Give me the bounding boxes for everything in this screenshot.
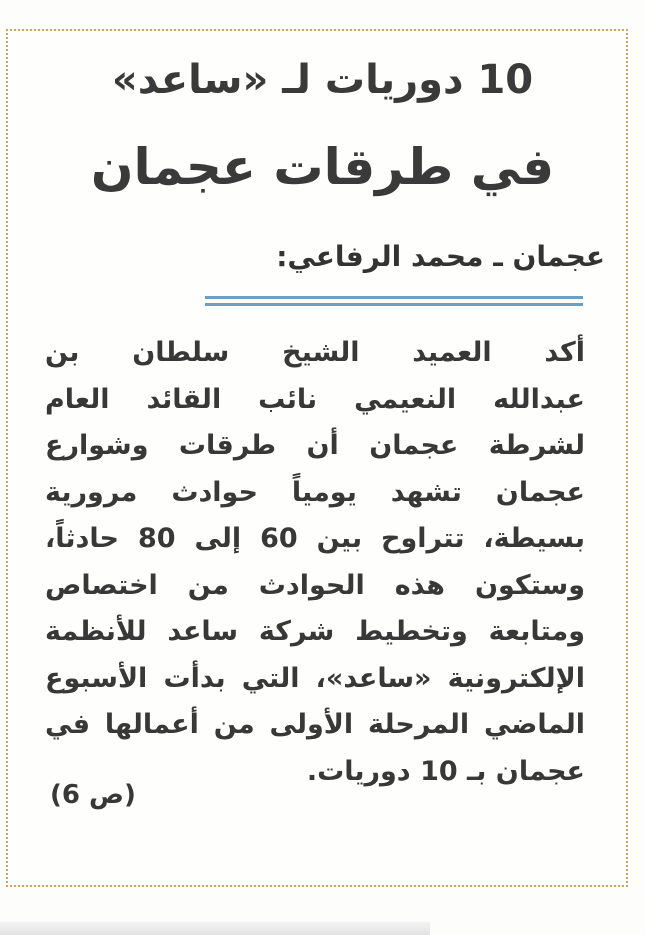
body-line: وستكون هذه الحوادث من اختصاص <box>45 569 585 601</box>
scan-edge <box>0 922 430 935</box>
body-line: ومتابعة وتخطيط شركة ساعد للأنظمة <box>45 616 585 647</box>
body-line: الماضي المرحلة الأولى من أعمالها في <box>45 709 585 740</box>
divider-rule <box>205 303 583 306</box>
body-line: عبدالله النعيمي نائب القائد العام <box>45 383 585 415</box>
body-line: بسيطة، تتراوح بين 60 إلى 80 حادثاً، <box>45 523 585 554</box>
article-body <box>45 330 585 795</box>
body-line: عجمان تشهد يومياً حوادث مرورية <box>45 476 585 508</box>
headline-line-2: في طرقات عجمان <box>90 138 555 196</box>
body-line: لشرطة عجمان أن طرقات وشوارع <box>45 430 585 461</box>
byline: عجمان ـ محمد الرفاعي: <box>276 240 605 273</box>
body-line-last: عجمان بـ 10 دوريات. <box>306 755 585 787</box>
divider-rule <box>205 296 583 299</box>
body-line: أكد العميد الشيخ سلطان بن <box>45 337 585 368</box>
page-reference: (ص 6) <box>50 780 136 810</box>
body-line: الإلكترونية «ساعد»، التي بدأت الأسبوع <box>45 662 585 694</box>
headline-line-1: 10 دوريات لـ «ساعد» <box>111 57 534 103</box>
